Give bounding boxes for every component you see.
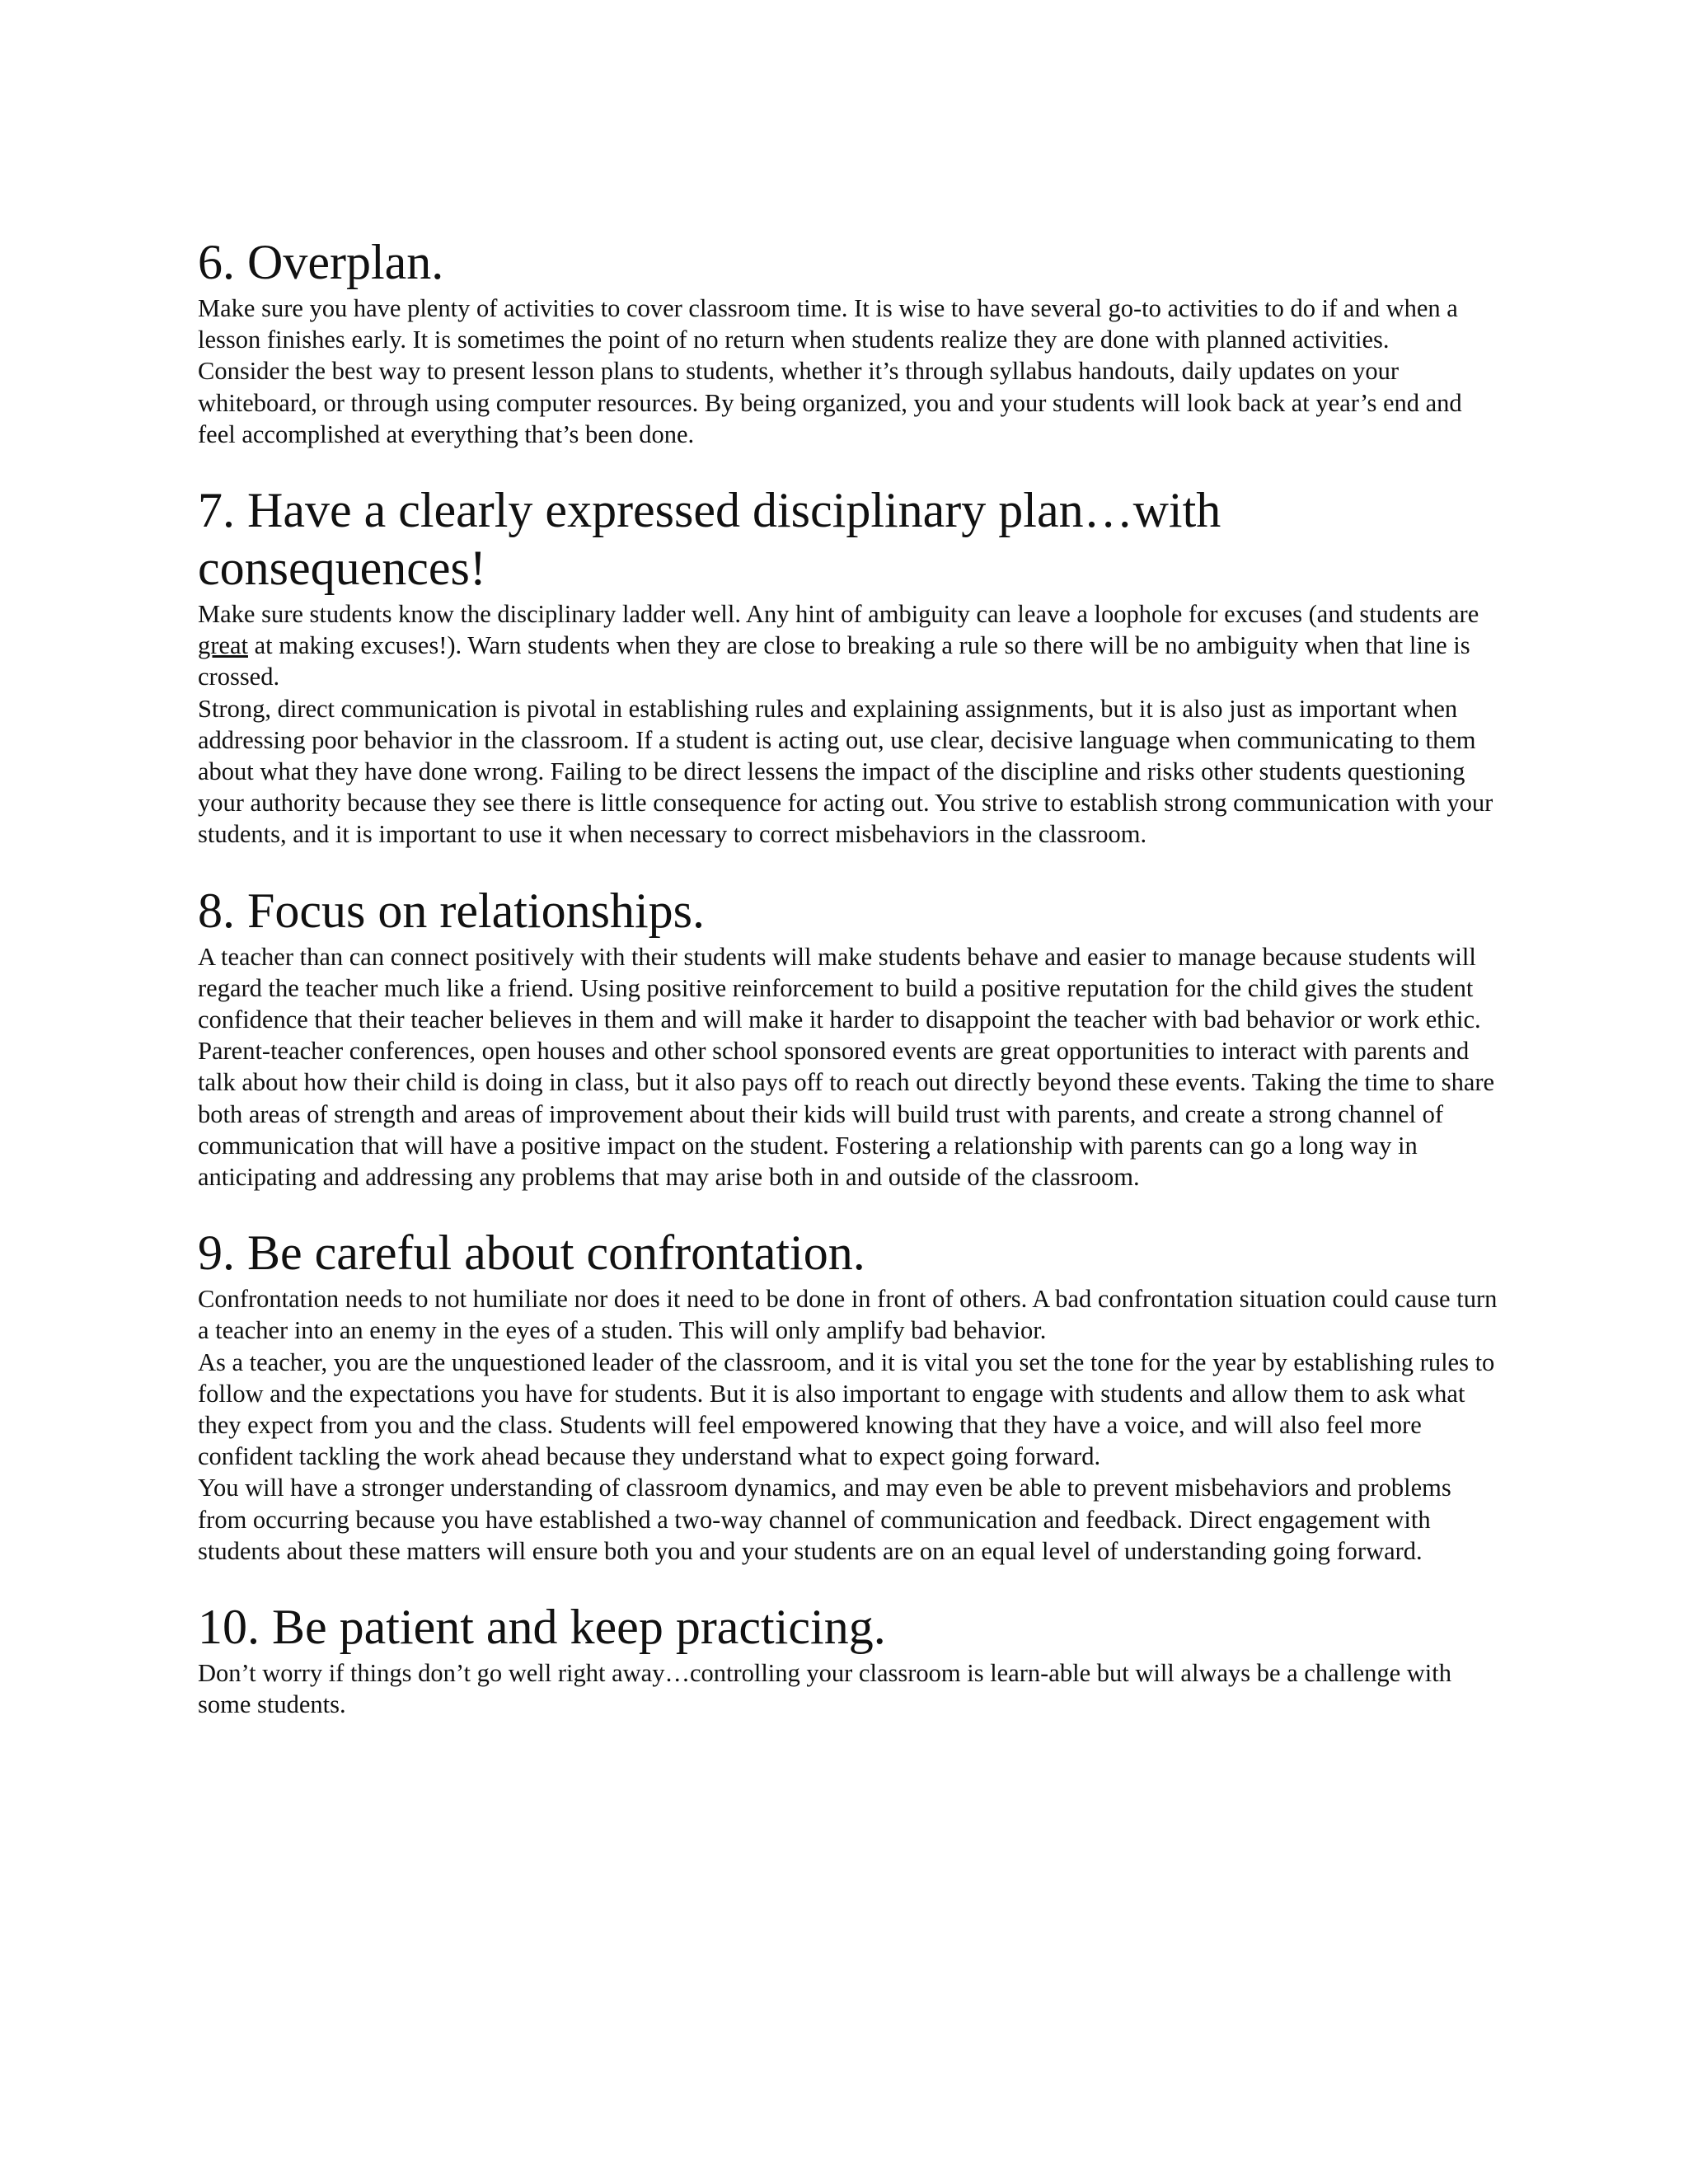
paragraph: Consider the best way to present lesson plans to students, whether it’s through syllabus handouts, daily updates on your whiteboard, or through using computer resources. By being organized, you and your students will look back at year’s end and feel accomplished at everything that’s been done.	[198, 357, 1462, 448]
paragraph-text: at making excuses!). Warn students when they are close to breaking a rule so there will be no ambiguity when that line is crossed.	[198, 631, 1470, 691]
paragraph: Parent-teacher conferences, open houses and other school sponsored events are great opportunities to interact with parents and talk about how their child is doing in class, but it also pays off to reach out directly beyond these events. Taking the time to share both areas of strength and areas of improvement about their kids will build trust with parents, and create a strong channel of communication that will have a positive impact on the student. Fostering a relationship with parents can go a long way in anticipating and addressing any problems that may arise both in and outside of the classroom.	[198, 1037, 1495, 1192]
section-relationships	[198, 882, 1500, 1193]
emphasis-great: great	[198, 631, 248, 660]
section-heading: 9. Be careful about confrontation.	[198, 1226, 865, 1281]
section-disciplinary-plan	[198, 481, 1500, 851]
paragraph	[198, 598, 1500, 693]
section-heading: 8. Focus on relationships.	[198, 883, 705, 938]
paragraph: You will have a stronger understanding of classroom dynamics, and may even be able to prevent misbehaviors and problems from occurring because you have established a two-way channel of communication and feedback. Direct engagement with students about these matters will ensure both you and your students are on an equal level of understanding going forward.	[198, 1474, 1451, 1565]
section-heading: 7. Have a clearly expressed disciplinary plan…with consequences!	[198, 483, 1221, 596]
paragraph: A teacher than can connect positively with their students will make students behave and easier to manage because students will regard the teacher much like a friend. Using positive reinforcement to build a positive reputation for the child gives the student confidence that their teacher believes in them and will make it harder to disappoint the teacher with bad behavior or work ethic.	[198, 942, 1481, 1034]
paragraph: Confrontation needs to not humiliate nor does it need to be done in front of others. A bad confrontation situation could cause turn a teacher into an enemy in the eyes of a studen. This will only amplify bad behavior.	[198, 1285, 1498, 1345]
paragraph: Strong, direct communication is pivotal in establishing rules and explaining assignments, but it is also just as important when addressing poor behavior in the classroom. If a student is acting out, use clear, decisive language when communicating to them about what they have done wrong. Failing to be direct lessens the impact of the discipline and risks other students questioning your authority because they see there is little consequence for acting out. You strive to establish strong communication with your students, and it is important to use it when necessary to correct misbehaviors in the classroom.	[198, 694, 1493, 849]
section-heading: 10. Be patient and keep practicing.	[198, 1600, 886, 1655]
section-overplan	[198, 233, 1500, 450]
section-heading: 6. Overplan.	[198, 235, 444, 289]
paragraph: As a teacher, you are the unquestioned leader of the classroom, and it is vital you set the tone for the year by establishing rules to follow and the expectations you have for students. But it is also important to engage with students and allow them to ask what they expect from you and the class. Students will feel empowered knowing that they have a voice, and will also feel more confident tackling the work ahead because they understand what to expect going forward.	[198, 1347, 1495, 1471]
section-confrontation	[198, 1224, 1500, 1567]
paragraph: Don’t worry if things don’t go well right away…controlling your classroom is learn-able but will always be a challenge with some students.	[198, 1659, 1451, 1719]
document-page	[198, 233, 1500, 1721]
paragraph: Make sure you have plenty of activities to cover classroom time. It is wise to have several go-to activities to do if and when a lesson finishes early. It is sometimes the point of no return when students realize they are done with planned activities.	[198, 294, 1458, 354]
section-patience	[198, 1598, 1500, 1720]
paragraph-text: Make sure students know the disciplinary ladder well. Any hint of ambiguity can leave a loophole for excuses (and students are	[198, 600, 1479, 629]
